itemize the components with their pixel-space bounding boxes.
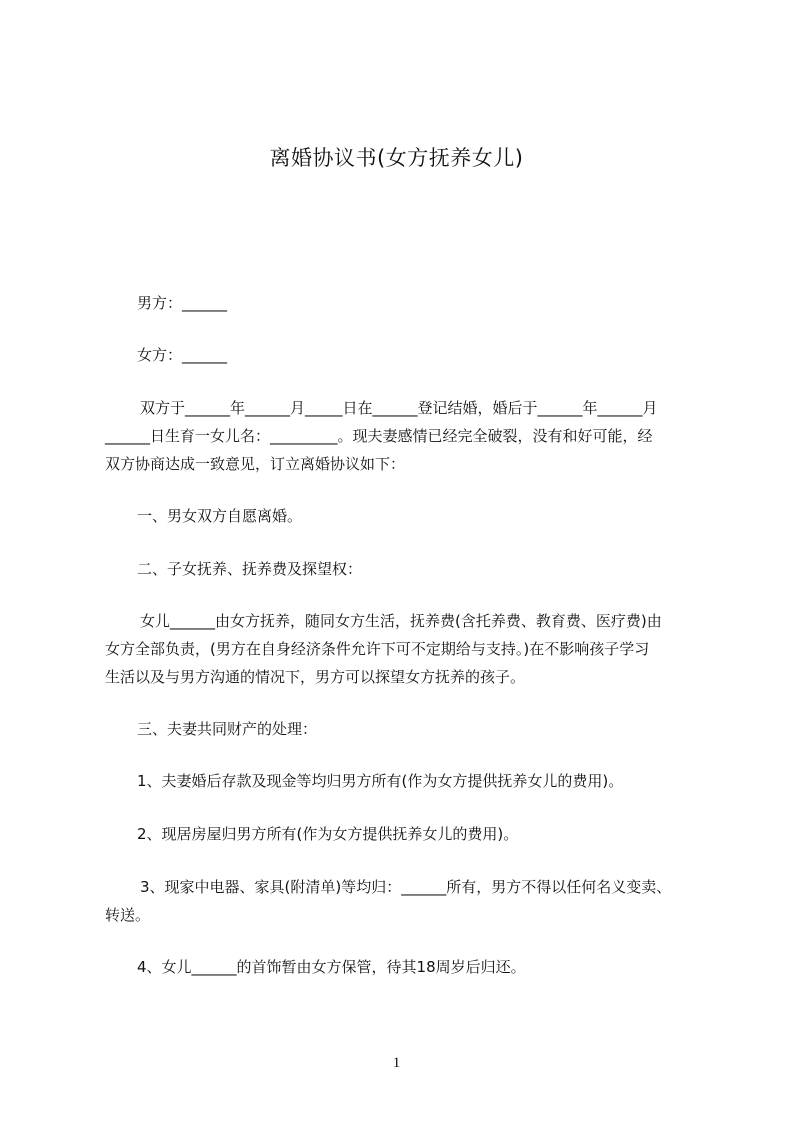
clause-3-item-4: 4、女儿______的首饰暂由女方保管，待其18周岁后归还。 bbox=[137, 958, 526, 976]
clause-3-item-3-line-1: 3、现家中电器、家具(附清单)等均归：______所有，男方不得以任何名义变卖、 bbox=[140, 878, 672, 896]
intro-line-1: 双方于______年______月_____日在______登记结婚，婚后于______年______月 bbox=[140, 399, 658, 417]
man-party-line: 男方：______ bbox=[137, 294, 228, 312]
intro-line-3: 双方协商达成一致意见，订立离婚协议如下： bbox=[105, 455, 406, 473]
document-title: 离婚协议书(女方抚养女儿) bbox=[269, 146, 524, 170]
clause-1: 一、男女双方自愿离婚。 bbox=[137, 507, 303, 525]
clause-2-body-line-3: 生活以及与男方沟通的情况下，男方可以探望女方抚养的孩子。 bbox=[105, 668, 526, 686]
woman-party-line: 女方：______ bbox=[137, 346, 228, 364]
clause-3-item-3-line-2: 转送。 bbox=[105, 906, 151, 924]
clause-2-heading: 二、子女抚养、抚养费及探望权： bbox=[137, 560, 363, 578]
page-number: 1 bbox=[392, 1055, 401, 1071]
clause-3-heading: 三、夫妻共同财产的处理： bbox=[137, 720, 318, 738]
clause-2-body-line-1: 女儿______由女方抚养，随同女方生活，抚养费(含托养费、教育费、医疗费)由 bbox=[140, 612, 662, 630]
clause-3-item-2: 2、现居房屋归男方所有(作为女方提供抚养女儿的费用)。 bbox=[137, 825, 519, 843]
clause-2-body-line-2: 女方全部负责，(男方在自身经济条件允许下可不定期给与支持。)在不影响孩子学习 bbox=[105, 640, 650, 658]
intro-line-2: ______日生育一女儿名：_________。现夫妻感情已经完全破裂，没有和好可能，经 bbox=[105, 427, 653, 445]
clause-3-item-1: 1、夫妻婚后存款及现金等均归男方所有(作为女方提供抚养女儿的费用)。 bbox=[137, 772, 624, 790]
